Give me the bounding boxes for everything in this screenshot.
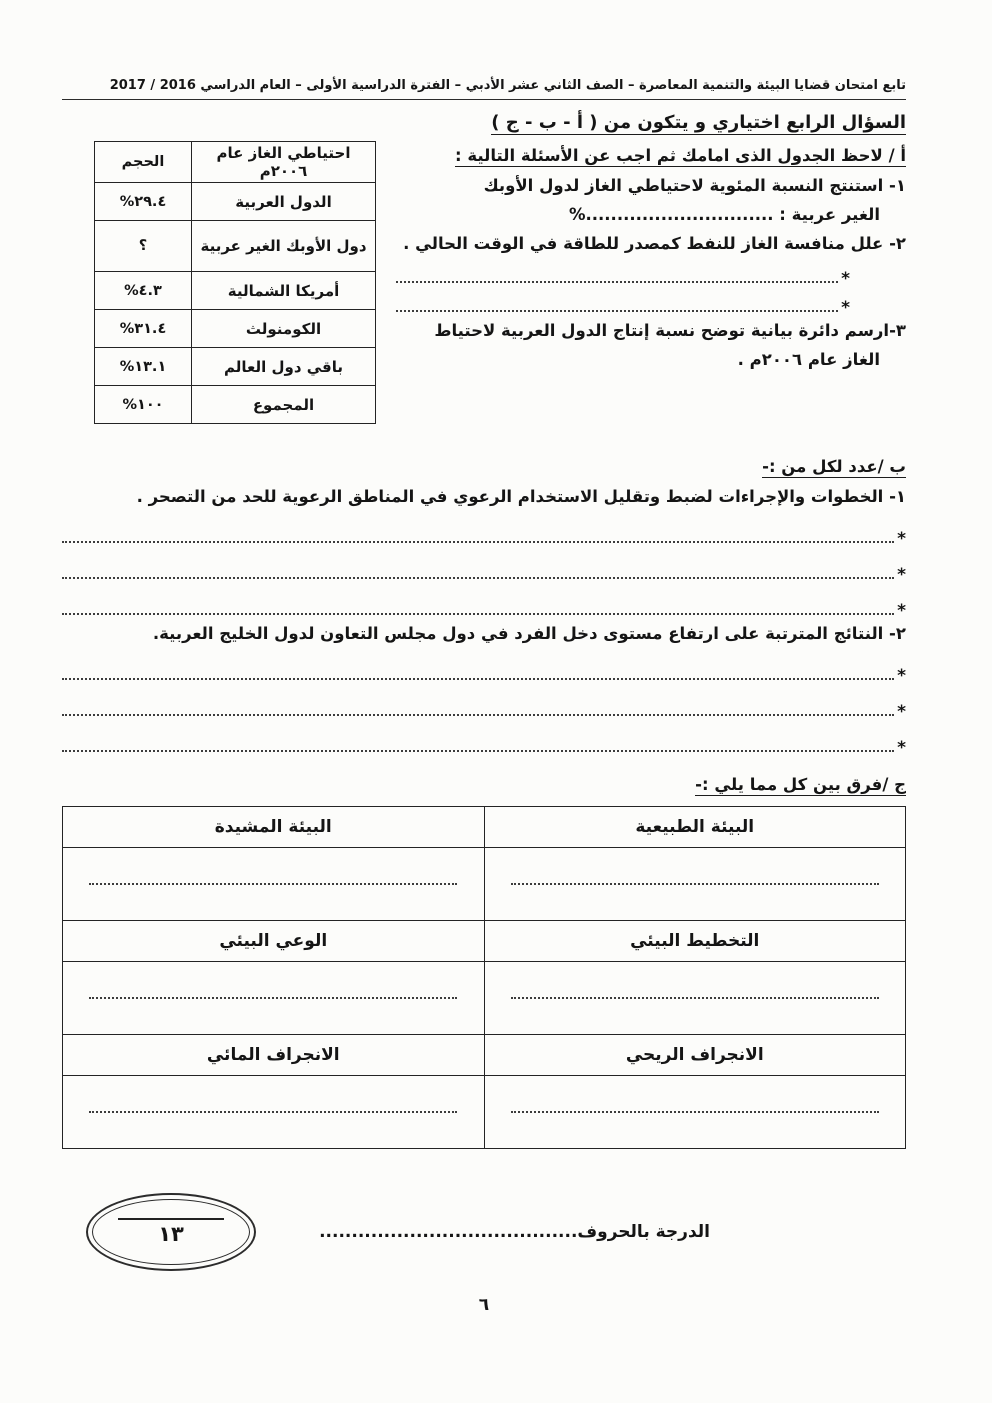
answer-marker: * (897, 529, 906, 549)
term-row (63, 807, 906, 848)
answer-blank-cell (63, 848, 485, 921)
answer-line (62, 648, 906, 684)
table-row (95, 221, 376, 272)
comparison-term: الوعي البيئي (63, 921, 485, 962)
table-row (95, 310, 376, 348)
answer-line (396, 287, 850, 316)
grade-in-words-label: الدرجة بالحروف (577, 1222, 710, 1242)
question-1-line2: الغير عربية : ..............................% (568, 205, 880, 224)
section-a-heading: أ / لاحظ الجدول الذى امامك ثم اجب عن الأسئلة التالية : (455, 146, 906, 165)
size-value: %١٠٠ (95, 386, 192, 424)
section-b-item-1: ١- الخطوات والإجراءات لضبط وتقليل الاستخدام الرعوي في المناطق الرعوية للحد من التصحر . (136, 487, 906, 506)
dotted-line (62, 577, 894, 579)
col-header-size: الحجم (95, 142, 192, 183)
section-c-heading: ج /فرق بين كل مما يلي :- (695, 775, 906, 794)
size-value: %٢٩.٤ (95, 183, 192, 221)
section-b (62, 452, 906, 756)
question-title-text: السؤال الرابع اختياري و يتكون من ( أ - ب - ج ) (491, 112, 906, 133)
answer-row (63, 962, 906, 1035)
section-b-heading: ب /عدد لكل من :- (762, 457, 906, 476)
table-row (95, 386, 376, 424)
answer-blank-cell (484, 1076, 906, 1149)
comparison-table (62, 806, 906, 1149)
answer-blank-cell (63, 1076, 485, 1149)
dotted-line (396, 281, 838, 283)
question-1-line1: ١- استنتج النسبة المئوية لاحتياطي الغاز لدول الأوبك (483, 176, 906, 195)
dotted-line (511, 883, 879, 885)
section-b-item-2: ٢- النتائج المترتبة على ارتفاع مستوى دخل الفرد في دول مجلس التعاون لدول الخليج العربية. (152, 624, 906, 643)
page-number: ٦ (478, 1295, 490, 1315)
region-label: الدول العربية (192, 183, 376, 221)
answer-marker: * (897, 738, 906, 758)
score-value: ١٣ (158, 1221, 184, 1246)
page-header: تابع امتحان قضايا البيئة والتنمية المعاصرة – الصف الثاني عشر الأدبي – الفترة الدراسية الأولى – العام الدراسي 2016 / 2017 (62, 76, 906, 100)
answer-marker: * (897, 666, 906, 686)
score-line (118, 1218, 224, 1220)
dotted-line (89, 997, 457, 999)
region-label: دول الأوبك الغير عربية (192, 221, 376, 272)
size-value: ؟ (95, 221, 192, 272)
size-value: %٣١.٤ (95, 310, 192, 348)
region-label: المجموع (192, 386, 376, 424)
dotted-line (62, 678, 894, 680)
answer-blank-cell (63, 962, 485, 1035)
answer-line (62, 583, 906, 619)
comparison-term: الانجراف الريحي (484, 1035, 906, 1076)
dotted-line (62, 750, 894, 752)
gas-reserves-table (94, 141, 376, 424)
answer-marker: * (897, 565, 906, 585)
answer-marker: * (841, 269, 850, 289)
dotted-line (511, 997, 879, 999)
size-value: %١٣.١ (95, 348, 192, 386)
col-header-reserves: احتياطي الغاز عام ٢٠٠٦م (192, 142, 376, 183)
comparison-term: التخطيط البيئي (484, 921, 906, 962)
answer-marker: * (897, 702, 906, 722)
grade-dotted-line: ........................................ (319, 1222, 578, 1242)
table-row (95, 183, 376, 221)
dotted-line (511, 1111, 879, 1113)
comparison-term: الانجراف المائي (63, 1035, 485, 1076)
dotted-line (89, 1111, 457, 1113)
answer-blank-cell (484, 962, 906, 1035)
answer-line (396, 258, 850, 287)
question-title (62, 109, 906, 136)
dotted-line (89, 883, 457, 885)
dotted-line (396, 310, 838, 312)
answer-marker: * (841, 298, 850, 318)
region-label: أمريكا الشمالية (192, 272, 376, 310)
region-label: الكومنولث (192, 310, 376, 348)
answer-line (62, 720, 906, 756)
section-a-table-wrap (94, 141, 376, 424)
section-a-questions (396, 141, 906, 424)
section-a (62, 141, 906, 424)
size-value: %٤.٣ (95, 272, 192, 310)
score-ellipse (86, 1193, 256, 1271)
region-label: باقي دول العالم (192, 348, 376, 386)
question-2: ٢- علل منافسة الغاز للنفط كمصدر للطاقة في الوقت الحالي . (403, 234, 906, 253)
dotted-line (62, 714, 894, 716)
term-row (63, 1035, 906, 1076)
question-3-line2: الغاز عام ٢٠٠٦م . (737, 350, 880, 369)
comparison-term: البيئة الطبيعية (484, 807, 906, 848)
answer-row (63, 1076, 906, 1149)
score-ellipse-inner (92, 1199, 250, 1265)
comparison-term: البيئة المشيدة (63, 807, 485, 848)
table-row (95, 348, 376, 386)
grade-in-words (319, 1222, 710, 1242)
dotted-line (62, 613, 894, 615)
answer-line (62, 511, 906, 547)
table-row (95, 272, 376, 310)
dotted-line (62, 541, 894, 543)
answer-line (62, 547, 906, 583)
answer-row (63, 848, 906, 921)
term-row (63, 921, 906, 962)
answer-line (62, 684, 906, 720)
answer-marker: * (897, 601, 906, 621)
section-c (62, 770, 906, 1149)
answer-blank-cell (484, 848, 906, 921)
question-3-line1: ٣-ارسم دائرة بيانية توضح نسبة إنتاج الدول العربية لاحتياط (434, 321, 906, 340)
footer-row (62, 1193, 906, 1271)
table-header-row (95, 142, 376, 183)
